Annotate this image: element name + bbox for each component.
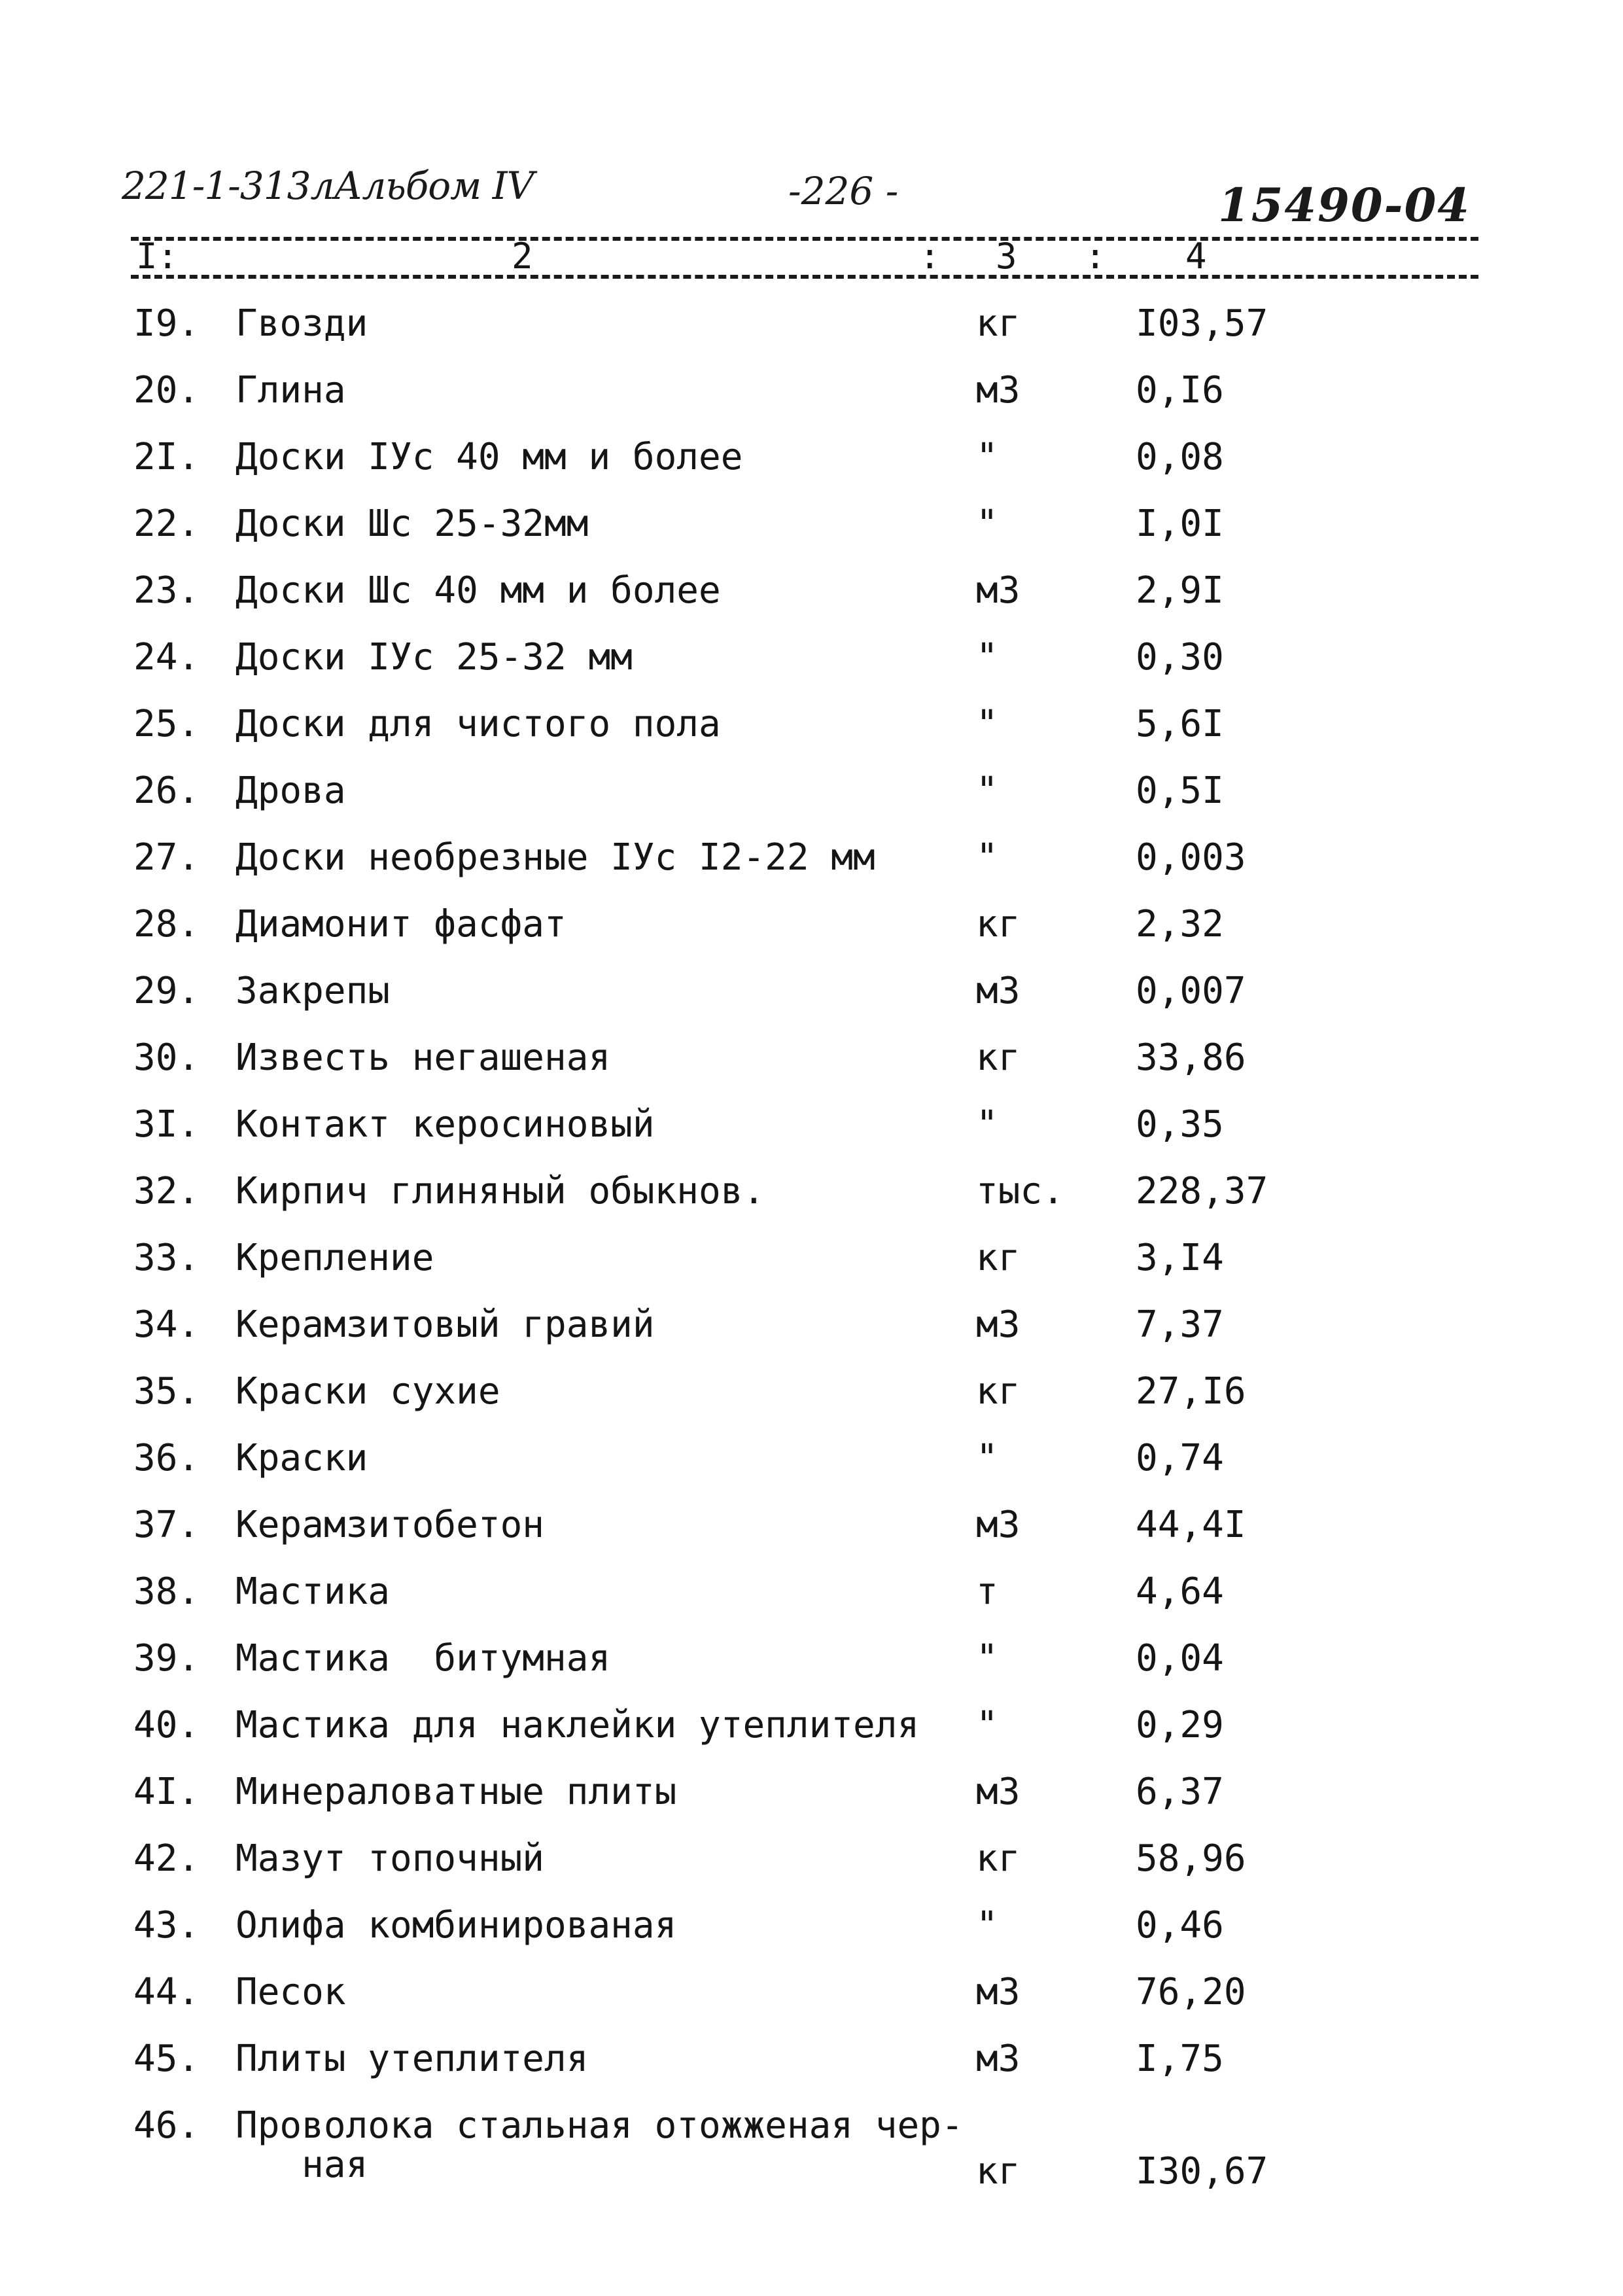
row-unit: кг <box>976 1837 1021 1880</box>
table-row <box>0 1766 1623 1833</box>
row-name: Известь негашеная <box>236 1036 611 1079</box>
row-qty: 0,30 <box>1136 636 1224 679</box>
row-name: Проволока стальная отожженая чер- ная <box>236 2104 964 2186</box>
header-dashed-line-top <box>131 237 1478 241</box>
row-qty: I30,67 <box>1136 2150 1268 2193</box>
row-num: 37. <box>133 1504 200 1546</box>
row-name: Мастика <box>236 1570 391 1613</box>
row-num: 40. <box>133 1704 200 1746</box>
row-num: 30. <box>133 1036 200 1079</box>
row-qty: 0,003 <box>1136 836 1246 879</box>
sheet-code: 15490-04 <box>1218 178 1471 232</box>
row-name: Диамонит фасфат <box>236 903 567 945</box>
column-header-2: 2 <box>512 236 533 277</box>
row-name: Мастика битумная <box>236 1637 611 1680</box>
row-qty: 0,35 <box>1136 1103 1224 1146</box>
row-unit: кг <box>976 302 1021 345</box>
row-unit: " <box>976 1103 998 1146</box>
page-number: -226 - <box>788 169 899 213</box>
row-qty: 2,9I <box>1136 569 1224 612</box>
row-num: 42. <box>133 1837 200 1880</box>
row-qty: 0,5I <box>1136 769 1224 812</box>
row-unit: кг <box>976 1237 1021 1279</box>
row-num: I9. <box>133 302 200 345</box>
row-unit: " <box>976 703 998 745</box>
column-separator: : <box>1085 236 1106 277</box>
document-code: 221-1-313лАльбом IV <box>122 164 534 208</box>
row-unit: т <box>976 1570 998 1613</box>
table-row <box>0 1099 1623 1165</box>
row-name: Минераловатные плиты <box>236 1771 677 1813</box>
row-unit: " <box>976 1904 998 1947</box>
row-unit: кг <box>976 903 1021 945</box>
row-num: 20. <box>133 369 200 412</box>
row-qty: 0,74 <box>1136 1437 1224 1479</box>
row-unit: тыс. <box>976 1170 1064 1212</box>
row-unit: кг <box>976 1370 1021 1413</box>
row-name: Мастика для наклейки утеплителя <box>236 1704 920 1746</box>
row-unit: м3 <box>976 2038 1021 2080</box>
table-row <box>0 965 1623 1032</box>
row-qty: 58,96 <box>1136 1837 1246 1880</box>
row-name: Керамзитобетон <box>236 1504 545 1546</box>
table-row <box>0 832 1623 898</box>
row-num: 43. <box>133 1904 200 1947</box>
row-num: 4I. <box>133 1771 200 1813</box>
row-num: 36. <box>133 1437 200 1479</box>
row-qty: 5,6I <box>1136 703 1224 745</box>
row-unit: " <box>976 769 998 812</box>
row-name: Закрепы <box>236 970 391 1012</box>
row-unit: " <box>976 436 998 478</box>
row-name: Контакт керосиновый <box>236 1103 655 1146</box>
table-row <box>0 1366 1623 1432</box>
row-qty: 27,I6 <box>1136 1370 1246 1413</box>
row-qty: I03,57 <box>1136 302 1268 345</box>
column-separator: : <box>157 236 179 277</box>
row-unit: м3 <box>976 569 1021 612</box>
row-name: Олифа комбинированая <box>236 1904 677 1947</box>
row-name: Мазут топочный <box>236 1837 545 1880</box>
materials-table <box>0 298 1623 2204</box>
row-name: Доски IУс 40 мм и более <box>236 436 743 478</box>
table-row <box>0 1699 1623 1766</box>
row-name: Дрова <box>236 769 346 812</box>
row-name: Керамзитовый гравий <box>236 1303 655 1346</box>
table-row <box>0 1432 1623 1499</box>
row-num: 38. <box>133 1570 200 1613</box>
row-unit: м3 <box>976 1504 1021 1546</box>
row-qty: 3,I4 <box>1136 1237 1224 1279</box>
row-qty: 4,64 <box>1136 1570 1224 1613</box>
row-num: 22. <box>133 503 200 545</box>
row-name: Доски для чистого пола <box>236 703 721 745</box>
table-row <box>0 1499 1623 1566</box>
row-qty: 33,86 <box>1136 1036 1246 1079</box>
table-row <box>0 898 1623 965</box>
row-num: 39. <box>133 1637 200 1680</box>
row-unit: м3 <box>976 1771 1021 1813</box>
row-unit: " <box>976 1704 998 1746</box>
row-name: Гвозди <box>236 302 368 345</box>
row-num: 46. <box>133 2104 200 2147</box>
row-num: 25. <box>133 703 200 745</box>
row-qty: 7,37 <box>1136 1303 1224 1346</box>
row-qty: 228,37 <box>1136 1170 1268 1212</box>
row-num: 45. <box>133 2038 200 2080</box>
row-name: Крепление <box>236 1237 434 1279</box>
row-num: 24. <box>133 636 200 679</box>
row-qty: 0,29 <box>1136 1704 1224 1746</box>
row-num: 32. <box>133 1170 200 1212</box>
row-qty: 0,007 <box>1136 970 1246 1012</box>
column-header-3: 3 <box>996 236 1017 277</box>
row-num: 3I. <box>133 1103 200 1146</box>
row-name: Краски сухие <box>236 1370 500 1413</box>
row-num: 34. <box>133 1303 200 1346</box>
row-unit: м3 <box>976 1971 1021 2013</box>
table-row <box>0 298 1623 364</box>
row-num: 2I. <box>133 436 200 478</box>
header-dashed-line-bottom <box>131 275 1478 279</box>
row-qty: 0,46 <box>1136 1904 1224 1947</box>
row-name: Доски IУс 25-32 мм <box>236 636 633 679</box>
row-qty: 0,08 <box>1136 436 1224 478</box>
row-name: Доски Шс 40 мм и более <box>236 569 721 612</box>
table-row <box>0 1232 1623 1299</box>
row-qty: 0,I6 <box>1136 369 1224 412</box>
row-name: Кирпич глиняный обыкнов. <box>236 1170 765 1212</box>
row-unit: " <box>976 836 998 879</box>
row-num: 33. <box>133 1237 200 1279</box>
row-qty: 6,37 <box>1136 1771 1224 1813</box>
row-num: 44. <box>133 1971 200 2013</box>
table-row <box>0 364 1623 431</box>
row-unit: кг <box>976 1036 1021 1079</box>
row-qty: 44,4I <box>1136 1504 1246 1546</box>
row-name: Доски Шс 25-32мм <box>236 503 589 545</box>
column-separator: : <box>919 236 941 277</box>
table-row <box>0 1165 1623 1232</box>
row-num: 28. <box>133 903 200 945</box>
row-qty: I,75 <box>1136 2038 1224 2080</box>
row-qty: 2,32 <box>1136 903 1224 945</box>
table-row <box>0 2033 1623 2100</box>
row-unit: " <box>976 1437 998 1479</box>
row-name: Плиты утеплителя <box>236 2038 589 2080</box>
table-row <box>0 631 1623 698</box>
row-name: Песок <box>236 1971 346 2013</box>
row-unit: м3 <box>976 970 1021 1012</box>
row-num: 27. <box>133 836 200 879</box>
table-row <box>0 1633 1623 1699</box>
row-name: Доски необрезные IУс I2-22 мм <box>236 836 875 879</box>
table-row <box>0 2100 1623 2204</box>
row-num: 35. <box>133 1370 200 1413</box>
table-row <box>0 1966 1623 2033</box>
row-qty: I,0I <box>1136 503 1224 545</box>
row-num: 23. <box>133 569 200 612</box>
row-unit: м3 <box>976 1303 1021 1346</box>
row-unit: " <box>976 1637 998 1680</box>
table-row <box>0 498 1623 565</box>
column-header-1: I <box>136 236 158 277</box>
row-name: Краски <box>236 1437 368 1479</box>
table-row <box>0 1032 1623 1099</box>
table-row <box>0 698 1623 765</box>
table-row <box>0 565 1623 631</box>
row-unit: " <box>976 636 998 679</box>
table-row <box>0 1833 1623 1899</box>
row-name: Глина <box>236 369 346 412</box>
row-qty: 0,04 <box>1136 1637 1224 1680</box>
table-row <box>0 1299 1623 1366</box>
row-qty: 76,20 <box>1136 1971 1246 2013</box>
row-unit: м3 <box>976 369 1021 412</box>
row-num: 29. <box>133 970 200 1012</box>
table-row <box>0 1899 1623 1966</box>
table-row <box>0 765 1623 832</box>
table-row <box>0 431 1623 498</box>
row-num: 26. <box>133 769 200 812</box>
column-header-4: 4 <box>1185 236 1207 277</box>
table-row <box>0 1566 1623 1633</box>
row-unit: " <box>976 503 998 545</box>
row-unit: кг <box>976 2150 1021 2193</box>
